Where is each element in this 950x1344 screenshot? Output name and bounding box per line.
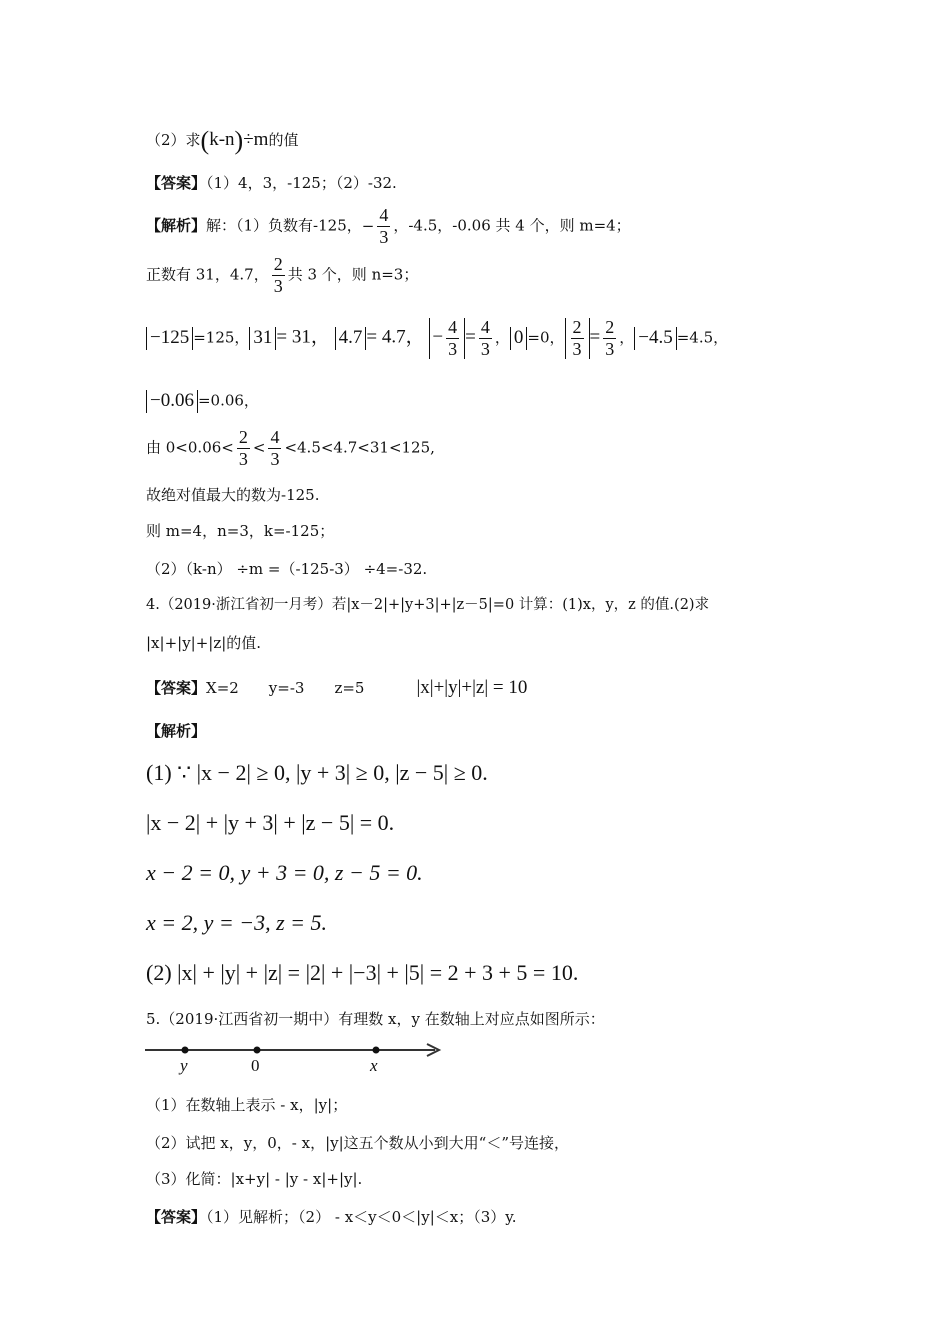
answer-line: 【答案】（1）4，3，-125；（2）-32. bbox=[146, 174, 397, 192]
part2-calculation: （2）（k-n） ÷m =（-125-3） ÷4=-32. bbox=[146, 560, 428, 578]
question-4-stem-1: 4.（2019·浙江省初一月考）若|x－2|+|y+3|+|z－5|=0 计算：(1)x，y，z 的值.(2)求 bbox=[146, 597, 710, 613]
question-5-part-2: （2）试把 x，y，0，- x，|y|这五个数从小到大用“＜”号连接， bbox=[146, 1134, 570, 1152]
absolute-values-line-2: −0.06 =0.06， bbox=[146, 390, 259, 413]
answer-line-4: 【答案】X=2 y=-3 z=5 |x|+|y|+|z| = 10 bbox=[146, 677, 528, 698]
solution-step-5: (2) |x| + |y| + |z| = |2| + |−3| + |5| = 2 + 3 + 5 = 10. bbox=[146, 960, 579, 985]
question-5-part-3: （3）化简：|x+y| - |y - x|+|y|. bbox=[146, 1170, 363, 1188]
absolute-values-line-1: −125 =125， 31 = 31， 4.7 = 4.7， − $\frac{4}{3}$ = $\frac{4}{3}$ ， 0 =0， $\frac{2}{3}$ = $\frac{2}{3}$ ， −4.5 =4.5， bbox=[146, 318, 728, 359]
solution-step-4: x = 2, y = −3, z = 5. bbox=[146, 910, 327, 935]
point-zero bbox=[254, 1047, 261, 1054]
analysis-tag-4: 【解析】 bbox=[146, 722, 207, 740]
question-5-stem: 5.（2019·江西省初一期中）有理数 x，y 在数轴上对应点如图所示： bbox=[146, 1010, 605, 1028]
fraction-2-3: $\frac{2}{3}$ bbox=[273, 254, 283, 296]
question-4-stem-2: |x|+|y|+|z|的值. bbox=[146, 634, 262, 652]
conclusion-line-2: 则 m=4，n=3，k=-125； bbox=[146, 522, 335, 540]
answer-line-5: 【答案】（1）见解析；（2） - x＜y＜0＜|y|＜x；（3）y. bbox=[146, 1208, 517, 1226]
solution-step-2: |x − 2| + |y + 3| + |z − 5| = 0. bbox=[146, 810, 395, 835]
analysis-line-1: 【解析】解：（1）负数有-125，− $\frac{4}{3}$ ，-4.5，-0.06 共 4 个，则 m=4； bbox=[146, 205, 631, 247]
point-y bbox=[182, 1047, 189, 1054]
ordering-line: 由 0<0.06< $\frac{2}{3}$ < $\frac{4}{3}$ <4.5<4.7<31<125, bbox=[146, 427, 435, 469]
solution-step-1: (1) ∵ |x − 2| ≥ 0, |y + 3| ≥ 0, |z − 5| ≥ 0. bbox=[146, 760, 488, 785]
label-y: y bbox=[180, 1056, 188, 1075]
fraction-4-3: $\frac{4}{3}$ bbox=[379, 205, 389, 247]
number-line-figure bbox=[143, 1040, 448, 1080]
abs-two-thirds: $\frac{2}{3}$ bbox=[565, 318, 590, 359]
label-x: x bbox=[370, 1056, 378, 1075]
label-zero: 0 bbox=[251, 1056, 260, 1075]
solution-step-3: x − 2 = 0, y + 3 = 0, z − 5 = 0. bbox=[146, 860, 423, 885]
conclusion-line-1: 故绝对值最大的数为-125. bbox=[146, 486, 320, 504]
question-5-part-1: （1）在数轴上表示 - x，|y|； bbox=[146, 1096, 348, 1114]
part2-question: （2）求(k-n)÷m的值 bbox=[146, 126, 299, 155]
figure-background bbox=[143, 1040, 448, 1080]
analysis-line-2: 正数有 31，4.7， $\frac{2}{3}$ 共 3 个，则 n=3； bbox=[146, 254, 419, 296]
point-x bbox=[373, 1047, 380, 1054]
abs-neg-four-thirds: − $\frac{4}{3}$ bbox=[429, 318, 465, 359]
